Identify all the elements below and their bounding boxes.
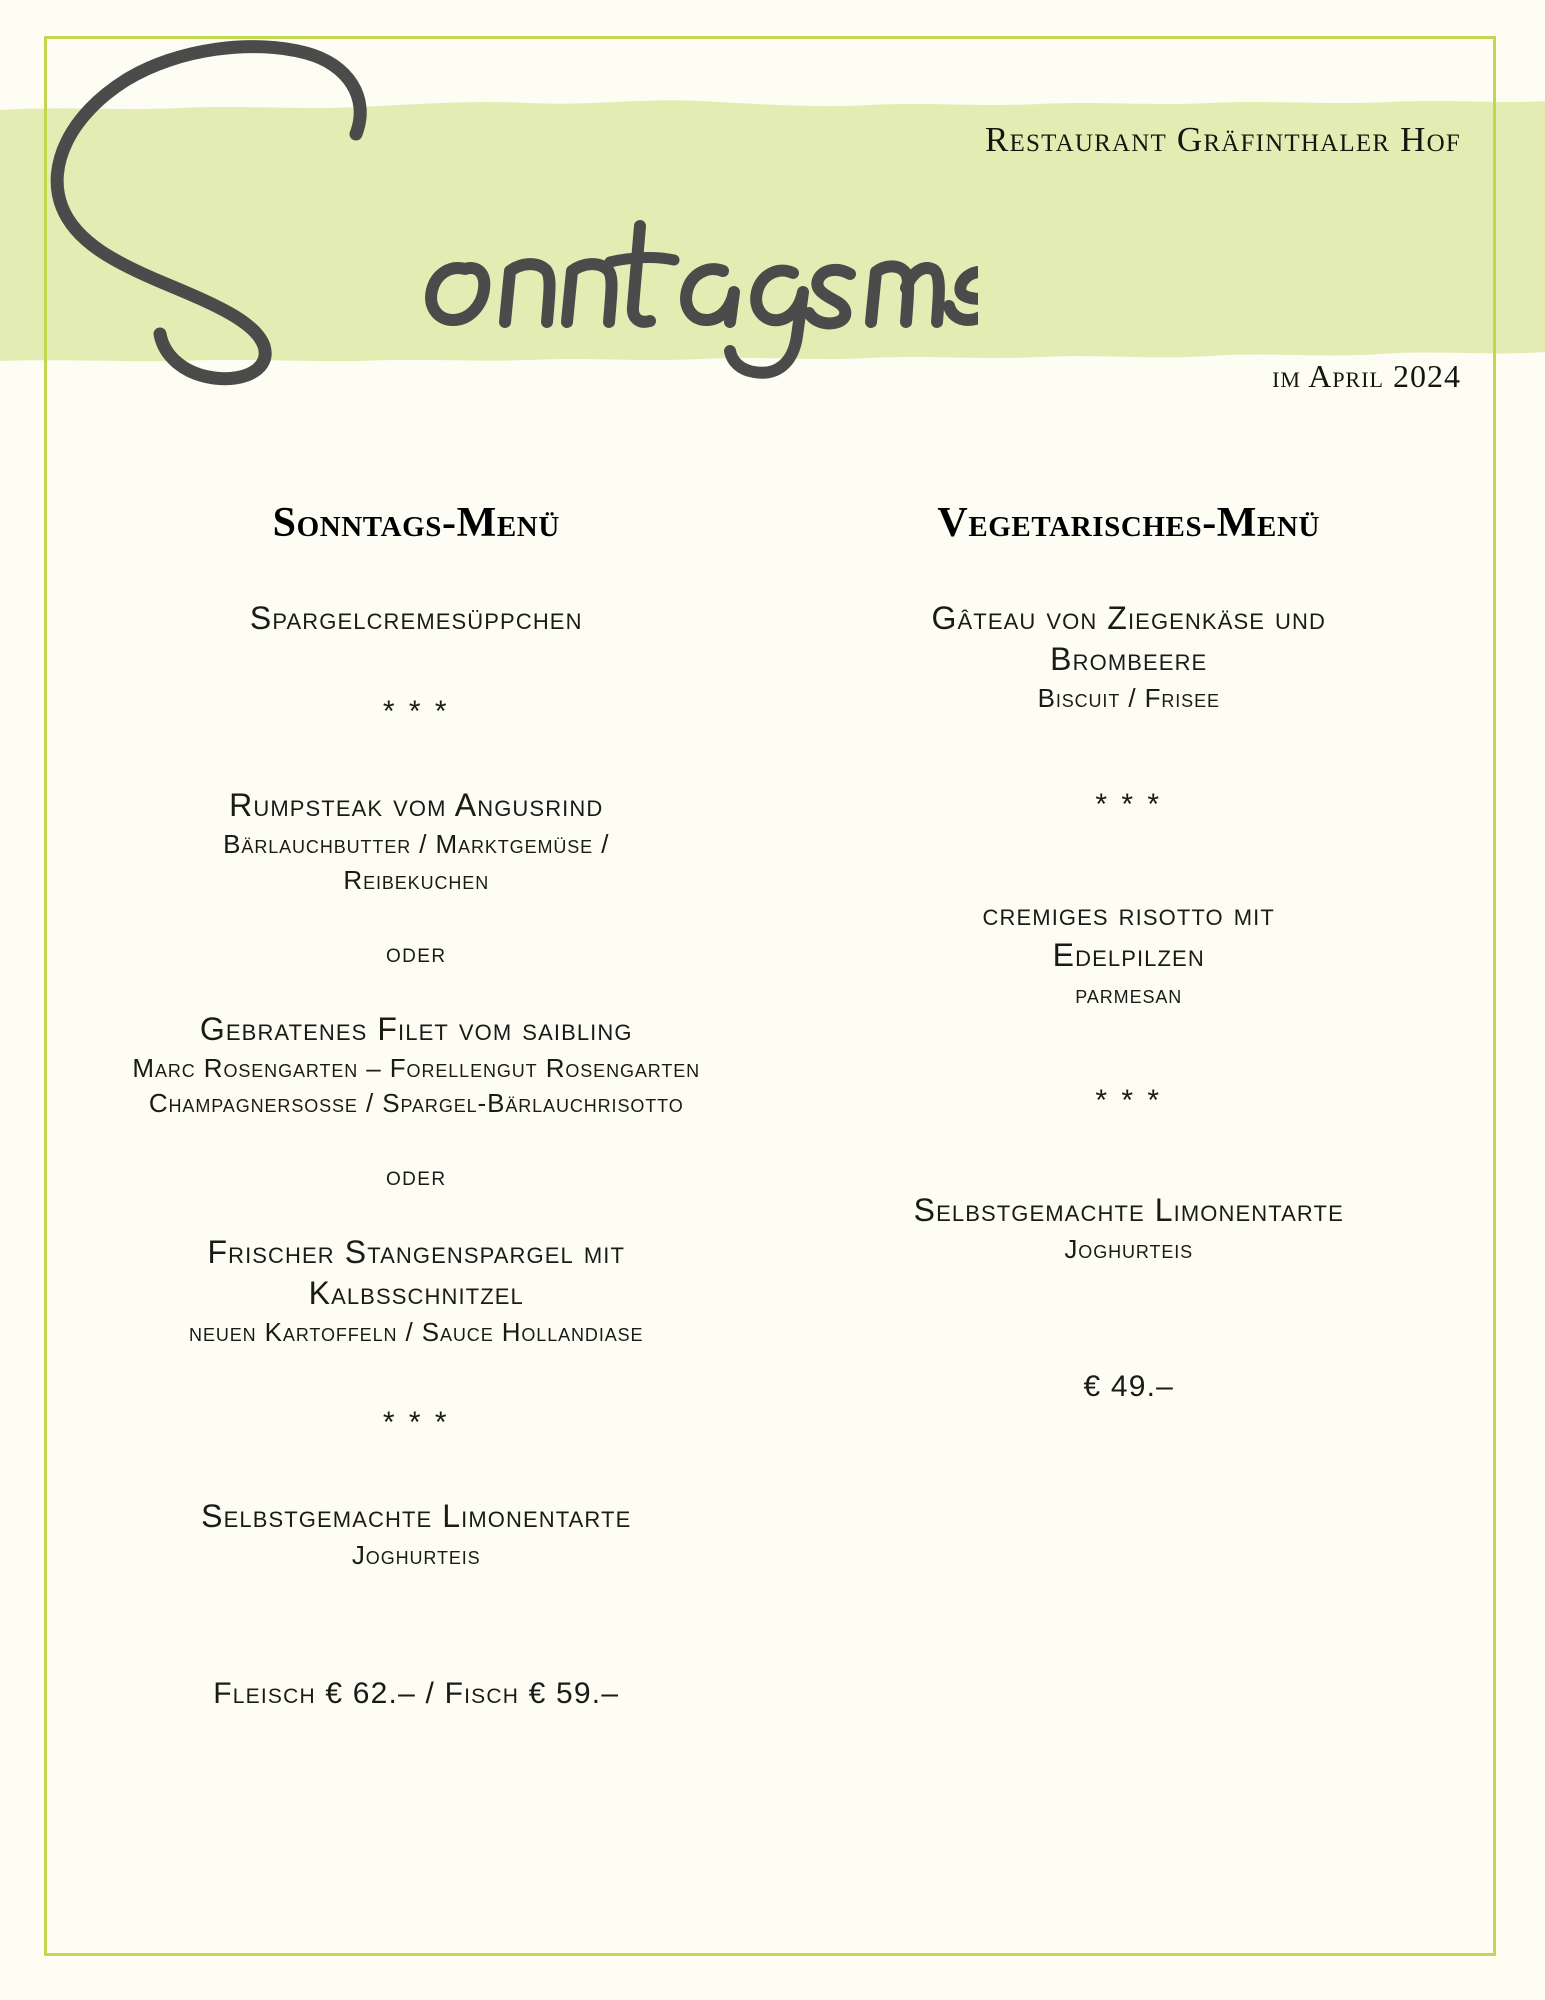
dish-title: Kalbsschnitzel [308,1275,524,1312]
dish-title: Frischer Stangenspargel mit [207,1234,626,1271]
or-label-1: oder [386,937,447,968]
dish-title: Gebratenes Filet vom saibling [199,1010,633,1047]
dish-title: Selbstgemachte Limonentarte [913,1191,1344,1228]
course-sunday-starter [60,598,773,639]
dish-subtitle: Joghurteis [351,1539,481,1570]
dish-title: Rumpsteak vom Angusrind [229,787,604,824]
dish-subtitle: neuen Kartoffeln / Sauce Hollandiase [189,1317,644,1348]
course-sunday-main-beef [60,785,773,898]
dish-subtitle: Champagnersosse / Spargel-Bärlauchrisotto [148,1088,684,1119]
course-sunday-main-asparagus [60,1232,773,1350]
column-vegetarian-menu [773,500,1486,1404]
course-veg-starter [773,598,1486,716]
price-vegetarian-menu: € 49.– [1083,1370,1175,1404]
dish-subtitle: Reibekuchen [343,864,490,895]
course-separator-2: * * * [382,1405,450,1439]
issue-date: im April 2024 [1272,358,1461,394]
course-separator-1: * * * [1095,787,1163,821]
wordmark-sonntagsmenue [18,26,978,386]
restaurant-name: Restaurant Gräfinthaler Hof [985,120,1461,159]
course-separator-1: * * * [382,695,450,729]
course-sunday-dessert [60,1496,773,1573]
dish-subtitle: Marc Rosengarten – Forellengut Rosengarten [132,1052,701,1083]
course-separator-2: * * * [1095,1083,1163,1117]
course-veg-dessert [773,1190,1486,1267]
dish-title: Spargelcremesüppchen [249,600,583,637]
course-veg-main [773,894,1486,1012]
dish-subtitle: Bärlauchbutter / Marktgemüse / [223,829,610,860]
heading-vegetarian-menu: Vegetarisches-Menü [937,500,1321,546]
column-sunday-menu [60,500,773,1711]
or-label-2: oder [386,1161,447,1192]
dish-title: Selbstgemachte Limonentarte [201,1497,632,1534]
heading-sunday-menu: Sonntags-Menü [272,500,560,546]
price-sunday-menu: Fleisch € 62.– / Fisch € 59.– [213,1676,620,1710]
course-sunday-main-fish [60,1009,773,1122]
dish-subtitle: Biscuit / Frisee [1037,683,1220,714]
dish-title: Gâteau von Ziegenkäse und [931,600,1326,637]
dish-title: Brombeere [1050,641,1208,678]
menu-columns [60,500,1485,1711]
dish-subtitle: Joghurteis [1064,1233,1194,1264]
dish-title: Edelpilzen [1052,936,1205,973]
dish-title: cremiges risotto mit [982,895,1275,932]
dish-subtitle: parmesan [1075,978,1183,1009]
